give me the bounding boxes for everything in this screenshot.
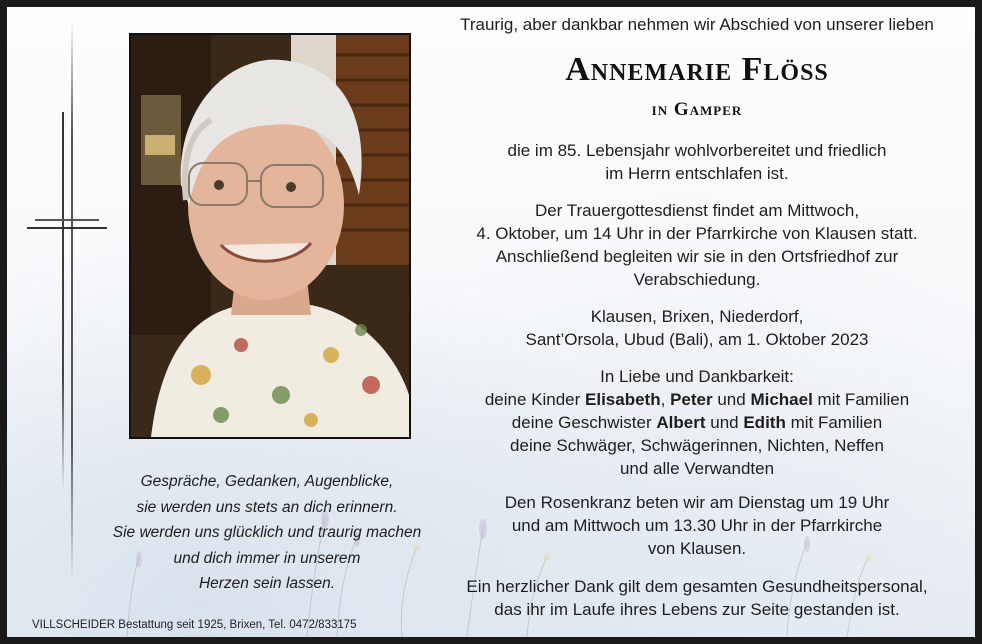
passing-text [427, 139, 967, 185]
place-date [427, 305, 967, 351]
rosary-text [427, 491, 967, 560]
verse-line: und dich immer in unserem [173, 549, 361, 567]
mourners-list [427, 365, 967, 480]
date-line: Sant’Orsola, Ubud (Bali), am 1. Oktober 2023 [525, 330, 869, 349]
rosary-line: Den Rosenkranz beten wir am Dienstag um 19 Uhr [504, 493, 890, 512]
children-line: deine Kinder Elisabeth, Peter und Michael mit Familien [484, 390, 910, 409]
verse-line: Sie werden uns glücklich und traurig machen [112, 524, 422, 541]
child-name: Peter [670, 390, 713, 409]
verse-line: Herzen sein lassen. [198, 575, 336, 592]
maiden-name: in Gamper [651, 99, 743, 120]
place-line: Klausen, Brixen, Niederdorf, [590, 307, 804, 326]
verse-line: Gespräche, Gedanken, Augenblicke, [140, 473, 394, 490]
relatives-line: und alle Verwandten [619, 459, 775, 478]
child-name: Michael [750, 390, 813, 409]
sibling-name: Edith [743, 413, 786, 432]
service-line: 4. Oktober, um 14 Uhr in der Pfarrkirche von Klausen statt. [476, 224, 918, 243]
funeral-home-footer: VILLSCHEIDER Bestattung seit 1925, Brixen, Tel. 0472/833175 [32, 619, 357, 631]
sibling-name: Albert [656, 413, 706, 432]
mourners-heading: In Liebe und Dankbarkeit: [600, 367, 794, 386]
inlaws-line: deine Schwäger, Schwägerinnen, Nichten, Neffen [510, 436, 884, 455]
thanks-line: das ihr im Laufe ihres Lebens zur Seite gestanden ist. [494, 600, 900, 619]
memorial-verse [97, 469, 437, 597]
siblings-line: deine Geschwister Albert und Edith mit Familien [511, 413, 883, 432]
rosary-line: und am Mittwoch um 13.30 Uhr in der Pfarrkirche [511, 516, 883, 535]
service-line: Anschließend begleiten wir sie in den Ortsfriedhof zur [495, 247, 899, 266]
verse-line: sie werden uns stets an dich erinnern. [136, 498, 398, 516]
child-name: Elisabeth [585, 390, 661, 409]
obituary-card [7, 7, 975, 637]
passing-line: im Herrn entschlafen ist. [605, 164, 789, 183]
portrait-photo [129, 33, 411, 439]
intro-line: Traurig, aber dankbar nehmen wir Abschied von unserer lieben [460, 15, 934, 34]
service-text [427, 199, 967, 291]
service-line: Der Trauergottesdienst findet am Mittwoch, [534, 201, 860, 220]
deceased-name: Annemarie Flöss [565, 51, 829, 88]
service-line: Verabschiedung. [633, 270, 761, 289]
thanks-text [427, 575, 967, 621]
passing-line: die im 85. Lebensjahr wohlvorbereitet und friedlich [507, 141, 887, 160]
thanks-line: Ein herzlicher Dank gilt dem gesamten Gesundheitspersonal, [466, 577, 928, 596]
rosary-line: von Klausen. [647, 539, 747, 558]
